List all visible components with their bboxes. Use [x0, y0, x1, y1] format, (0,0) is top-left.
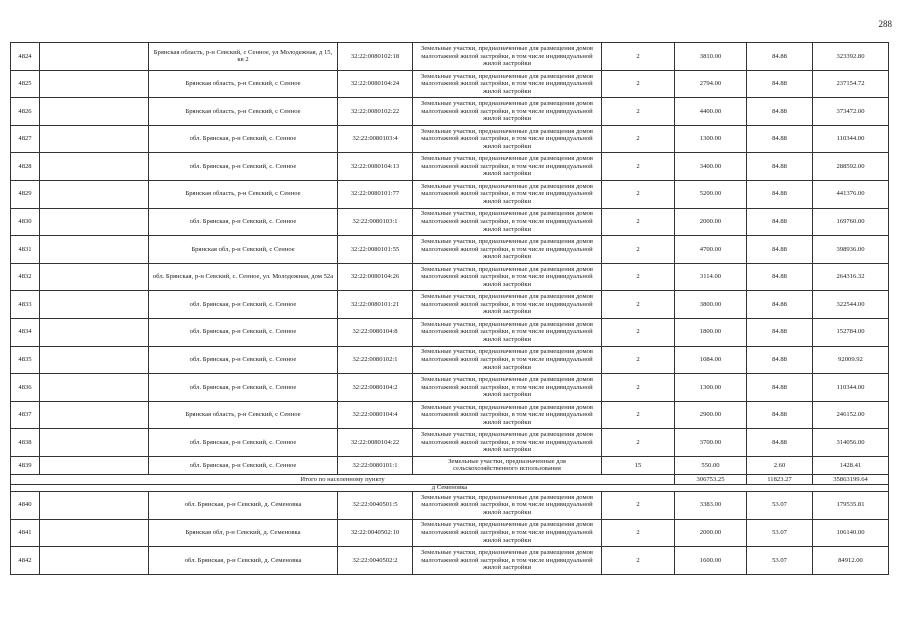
land-use-cell: Земельные участки, предназначенные для размещения домов малоэтажной жилой застройки, в том числе индивидуальной жилой застройки: [413, 236, 602, 264]
area-cell: 2000.00: [675, 519, 747, 547]
area-cell: 2794.00: [675, 70, 747, 98]
unit-value-cell: 2.60: [747, 456, 813, 474]
area-cell: 1300.00: [675, 125, 747, 153]
table-row: [11, 547, 889, 575]
use-group-cell: 2: [602, 153, 675, 181]
address-cell: обл. Брянская, р-н Севский, с. Сенное: [149, 291, 338, 319]
spacer-cell: [40, 374, 149, 402]
address-cell: Брянская область, р-н Севский, с Сенное: [149, 180, 338, 208]
cadastral-value-cell: 322544.00: [813, 291, 889, 319]
cadastral-number-cell: 32:22:0040502:2: [338, 547, 413, 575]
table-row: [11, 180, 889, 208]
spacer-cell: [40, 547, 149, 575]
use-group-cell: 2: [602, 318, 675, 346]
area-cell: 1600.00: [675, 547, 747, 575]
row-number-cell: 4835: [11, 346, 40, 374]
spacer-cell: [40, 153, 149, 181]
cadastral-number-cell: 32:22:0080103:1: [338, 208, 413, 236]
cadastral-number-cell: 32:22:0080103:4: [338, 125, 413, 153]
unit-value-cell: 84.88: [747, 43, 813, 71]
land-use-cell: Земельные участки, предназначенные для размещения домов малоэтажной жилой застройки, в том числе индивидуальной жилой застройки: [413, 43, 602, 71]
table-row: [11, 519, 889, 547]
table-row: [11, 236, 889, 264]
address-cell: обл. Брянская, р-н Севский, с. Сенное: [149, 125, 338, 153]
use-group-cell: 2: [602, 429, 675, 457]
table-row: [11, 291, 889, 319]
row-number-cell: 4840: [11, 491, 40, 519]
row-number-cell: 4839: [11, 456, 40, 474]
use-group-cell: 2: [602, 519, 675, 547]
address-cell: обл. Брянская, р-н Севский, с. Сенное: [149, 346, 338, 374]
spacer-cell: [40, 125, 149, 153]
area-cell: 5200.00: [675, 180, 747, 208]
land-use-cell: Земельные участки, предназначенные для размещения домов малоэтажной жилой застройки, в том числе индивидуальной жилой застройки: [413, 180, 602, 208]
area-cell: 3800.00: [675, 291, 747, 319]
row-number-cell: 4838: [11, 429, 40, 457]
use-group-cell: 2: [602, 125, 675, 153]
unit-value-cell: 84.88: [747, 429, 813, 457]
area-cell: 3400.00: [675, 153, 747, 181]
cadastral-value-cell: 246152.00: [813, 401, 889, 429]
area-cell: 3114.00: [675, 263, 747, 291]
address-cell: Брянская область, р-н Севский, с Сенное: [149, 401, 338, 429]
use-group-cell: 2: [602, 291, 675, 319]
cadastral-number-cell: 32:22:0080101:55: [338, 236, 413, 264]
address-cell: обл. Брянская, р-н Севский, с. Сенное: [149, 208, 338, 236]
land-use-cell: Земельные участки, предназначенные для размещения домов малоэтажной жилой застройки, в том числе индивидуальной жилой застройки: [413, 70, 602, 98]
use-group-cell: 2: [602, 346, 675, 374]
table-row: [11, 491, 889, 519]
address-cell: обл. Брянская, р-н Севский, с. Сенное, ул. Молодежная, дом 52а: [149, 263, 338, 291]
row-number-cell: 4842: [11, 547, 40, 575]
unit-value-cell: 84.88: [747, 70, 813, 98]
land-use-cell: Земельные участки, предназначенные для размещения домов малоэтажной жилой застройки, в том числе индивидуальной жилой застройки: [413, 98, 602, 126]
unit-value-cell: 84.88: [747, 401, 813, 429]
area-cell: 1800.00: [675, 318, 747, 346]
use-group-cell: 2: [602, 70, 675, 98]
cadastral-value-cell: 106140.00: [813, 519, 889, 547]
spacer-cell: [40, 180, 149, 208]
land-use-cell: Земельные участки, предназначенные для размещения домов малоэтажной жилой застройки, в том числе индивидуальной жилой застройки: [413, 208, 602, 236]
unit-value-cell: 84.88: [747, 346, 813, 374]
cadastral-number-cell: 32:22:0080104:22: [338, 429, 413, 457]
total-label-cell: Итого по населенному пункту: [11, 474, 675, 484]
cadastral-number-cell: 32:22:0080102:18: [338, 43, 413, 71]
row-number-cell: 4832: [11, 263, 40, 291]
land-use-cell: Земельные участки, предназначенные для размещения домов малоэтажной жилой застройки, в том числе индивидуальной жилой застройки: [413, 374, 602, 402]
cadastral-value-cell: 152784.00: [813, 318, 889, 346]
section-header-row: [11, 484, 889, 491]
cadastral-value-cell: 264316.32: [813, 263, 889, 291]
land-use-cell: Земельные участки, предназначенные для размещения домов малоэтажной жилой застройки, в том числе индивидуальной жилой застройки: [413, 153, 602, 181]
table-row: [11, 263, 889, 291]
cadastral-number-cell: 32:22:0040502:10: [338, 519, 413, 547]
land-use-cell: Земельные участки, предназначенные для размещения домов малоэтажной жилой застройки, в том числе индивидуальной жилой застройки: [413, 547, 602, 575]
cadastral-value-cell: 169760.00: [813, 208, 889, 236]
table-row: [11, 318, 889, 346]
address-cell: Брянская область, р-н Севский, с Сенное: [149, 70, 338, 98]
row-number-cell: 4826: [11, 98, 40, 126]
address-cell: обл. Брянская, р-н Севский, с. Сенное: [149, 318, 338, 346]
cadastral-number-cell: 32:22:0080102:1: [338, 346, 413, 374]
land-use-cell: Земельные участки, предназначенные для размещения домов малоэтажной жилой застройки, в том числе индивидуальной жилой застройки: [413, 346, 602, 374]
unit-value-cell: 84.88: [747, 263, 813, 291]
spacer-cell: [40, 291, 149, 319]
cadastral-number-cell: 32:22:0080101:77: [338, 180, 413, 208]
land-use-cell: Земельные участки, предназначенные для размещения домов малоэтажной жилой застройки, в том числе индивидуальной жилой застройки: [413, 291, 602, 319]
page-number: 288: [878, 19, 892, 29]
table-row: [11, 43, 889, 71]
cadastral-value-cell: 92009.92: [813, 346, 889, 374]
row-number-cell: 4830: [11, 208, 40, 236]
spacer-cell: [40, 43, 149, 71]
table-row: [11, 125, 889, 153]
total-unit-value-cell: 11823.27: [747, 474, 813, 484]
address-cell: обл. Брянская, р-н Севский, с. Сенное: [149, 153, 338, 181]
use-group-cell: 2: [602, 43, 675, 71]
cadastral-value-cell: 179535.81: [813, 491, 889, 519]
spacer-cell: [40, 429, 149, 457]
section-label-cell: д Семеновка: [11, 484, 889, 491]
table-row: [11, 153, 889, 181]
row-number-cell: 4837: [11, 401, 40, 429]
total-area-cell: 306753.25: [675, 474, 747, 484]
unit-value-cell: 84.88: [747, 236, 813, 264]
area-cell: 550.00: [675, 456, 747, 474]
spacer-cell: [40, 519, 149, 547]
cadastral-number-cell: 32:22:0080104:24: [338, 70, 413, 98]
land-use-cell: Земельные участки, предназначенные для размещения домов малоэтажной жилой застройки, в том числе индивидуальной жилой застройки: [413, 429, 602, 457]
cadastral-value-cell: 398936.00: [813, 236, 889, 264]
total-row: [11, 474, 889, 484]
spacer-cell: [40, 236, 149, 264]
unit-value-cell: 84.88: [747, 374, 813, 402]
address-cell: обл. Брянская, р-н Севский, д. Семеновка: [149, 491, 338, 519]
spacer-cell: [40, 208, 149, 236]
spacer-cell: [40, 70, 149, 98]
spacer-cell: [40, 263, 149, 291]
cadastral-number-cell: 32:22:0080104:26: [338, 263, 413, 291]
area-cell: 2000.00: [675, 208, 747, 236]
table-row: [11, 456, 889, 474]
row-number-cell: 4831: [11, 236, 40, 264]
cadastral-value-cell: 288592.00: [813, 153, 889, 181]
land-use-cell: Земельные участки, предназначенные для размещения домов малоэтажной жилой застройки, в том числе индивидуальной жилой застройки: [413, 519, 602, 547]
row-number-cell: 4833: [11, 291, 40, 319]
use-group-cell: 2: [602, 374, 675, 402]
table-row: [11, 401, 889, 429]
area-cell: 3810.00: [675, 43, 747, 71]
address-cell: обл. Брянская, р-н Севский, с. Сенное: [149, 374, 338, 402]
cadastral-number-cell: 32:22:0080102:22: [338, 98, 413, 126]
spacer-cell: [40, 318, 149, 346]
cadastral-number-cell: 32:22:0080104:13: [338, 153, 413, 181]
row-number-cell: 4827: [11, 125, 40, 153]
cadastral-value-cell: 237154.72: [813, 70, 889, 98]
table-row: [11, 346, 889, 374]
unit-value-cell: 84.88: [747, 125, 813, 153]
area-cell: 3383.00: [675, 491, 747, 519]
cadastral-value-cell: 323392.80: [813, 43, 889, 71]
spacer-cell: [40, 401, 149, 429]
table-row: [11, 98, 889, 126]
unit-value-cell: 84.88: [747, 153, 813, 181]
table-row: [11, 429, 889, 457]
area-cell: 4700.00: [675, 236, 747, 264]
unit-value-cell: 84.88: [747, 291, 813, 319]
address-cell: Брянская область, р-н Севский, с Сенное: [149, 98, 338, 126]
land-use-cell: Земельные участки, предназначенные для размещения домов малоэтажной жилой застройки, в том числе индивидуальной жилой застройки: [413, 263, 602, 291]
spacer-cell: [40, 98, 149, 126]
cadastral-value-cell: 441376.00: [813, 180, 889, 208]
land-use-cell: Земельные участки, предназначенные для размещения домов малоэтажной жилой застройки, в том числе индивидуальной жилой застройки: [413, 491, 602, 519]
row-number-cell: 4828: [11, 153, 40, 181]
row-number-cell: 4825: [11, 70, 40, 98]
cadastral-value-cell: 373472.00: [813, 98, 889, 126]
cadastral-value-cell: 1428.41: [813, 456, 889, 474]
land-use-cell: Земельные участки, предназначенные для сельскохозяйственного использования: [413, 456, 602, 474]
area-cell: 1084.00: [675, 346, 747, 374]
table-row: [11, 208, 889, 236]
table-row: [11, 374, 889, 402]
use-group-cell: 15: [602, 456, 675, 474]
use-group-cell: 2: [602, 401, 675, 429]
address-cell: обл. Брянская, р-н Севский, д. Семеновка: [149, 547, 338, 575]
area-cell: 4400.00: [675, 98, 747, 126]
row-number-cell: 4834: [11, 318, 40, 346]
land-use-cell: Земельные участки, предназначенные для размещения домов малоэтажной жилой застройки, в том числе индивидуальной жилой застройки: [413, 401, 602, 429]
unit-value-cell: 53.07: [747, 491, 813, 519]
address-cell: Брянская область, р-н Севский, с Сенное, ул Молодежная, д 15, кв 2: [149, 43, 338, 71]
address-cell: обл. Брянская, р-н Севский, с. Сенное: [149, 456, 338, 474]
address-cell: Брянская обл, р-н Севский, с Сенное: [149, 236, 338, 264]
cadastral-number-cell: 32:22:0040501:5: [338, 491, 413, 519]
total-value-cell: 35863199.64: [813, 474, 889, 484]
unit-value-cell: 84.88: [747, 98, 813, 126]
use-group-cell: 2: [602, 98, 675, 126]
cadastral-value-cell: 110344.00: [813, 125, 889, 153]
row-number-cell: 4824: [11, 43, 40, 71]
land-use-cell: Земельные участки, предназначенные для размещения домов малоэтажной жилой застройки, в том числе индивидуальной жилой застройки: [413, 125, 602, 153]
use-group-cell: 2: [602, 180, 675, 208]
row-number-cell: 4836: [11, 374, 40, 402]
area-cell: 1300.00: [675, 374, 747, 402]
unit-value-cell: 84.88: [747, 208, 813, 236]
cadastral-number-cell: 32:22:0080101:1: [338, 456, 413, 474]
area-cell: 3700.00: [675, 429, 747, 457]
cadastral-number-cell: 32:22:0080104:2: [338, 374, 413, 402]
row-number-cell: 4829: [11, 180, 40, 208]
use-group-cell: 2: [602, 263, 675, 291]
unit-value-cell: 84.88: [747, 318, 813, 346]
cadastral-number-cell: 32:22:0080104:8: [338, 318, 413, 346]
land-use-cell: Земельные участки, предназначенные для размещения домов малоэтажной жилой застройки, в том числе индивидуальной жилой застройки: [413, 318, 602, 346]
area-cell: 2900.00: [675, 401, 747, 429]
table-row: [11, 70, 889, 98]
address-cell: обл. Брянская, р-н Севский, с. Сенное: [149, 429, 338, 457]
unit-value-cell: 84.88: [747, 180, 813, 208]
spacer-cell: [40, 491, 149, 519]
cadastral-value-table: [10, 42, 889, 575]
cadastral-number-cell: 32:22:0080101:21: [338, 291, 413, 319]
cadastral-value-cell: 110344.00: [813, 374, 889, 402]
use-group-cell: 2: [602, 547, 675, 575]
unit-value-cell: 53.07: [747, 519, 813, 547]
address-cell: Брянская обл, р-н Севский, д. Семеновка: [149, 519, 338, 547]
use-group-cell: 2: [602, 236, 675, 264]
use-group-cell: 2: [602, 208, 675, 236]
cadastral-value-cell: 314056.00: [813, 429, 889, 457]
cadastral-number-cell: 32:22:0080104:4: [338, 401, 413, 429]
spacer-cell: [40, 456, 149, 474]
row-number-cell: 4841: [11, 519, 40, 547]
use-group-cell: 2: [602, 491, 675, 519]
unit-value-cell: 53.07: [747, 547, 813, 575]
cadastral-value-cell: 84912.00: [813, 547, 889, 575]
spacer-cell: [40, 346, 149, 374]
